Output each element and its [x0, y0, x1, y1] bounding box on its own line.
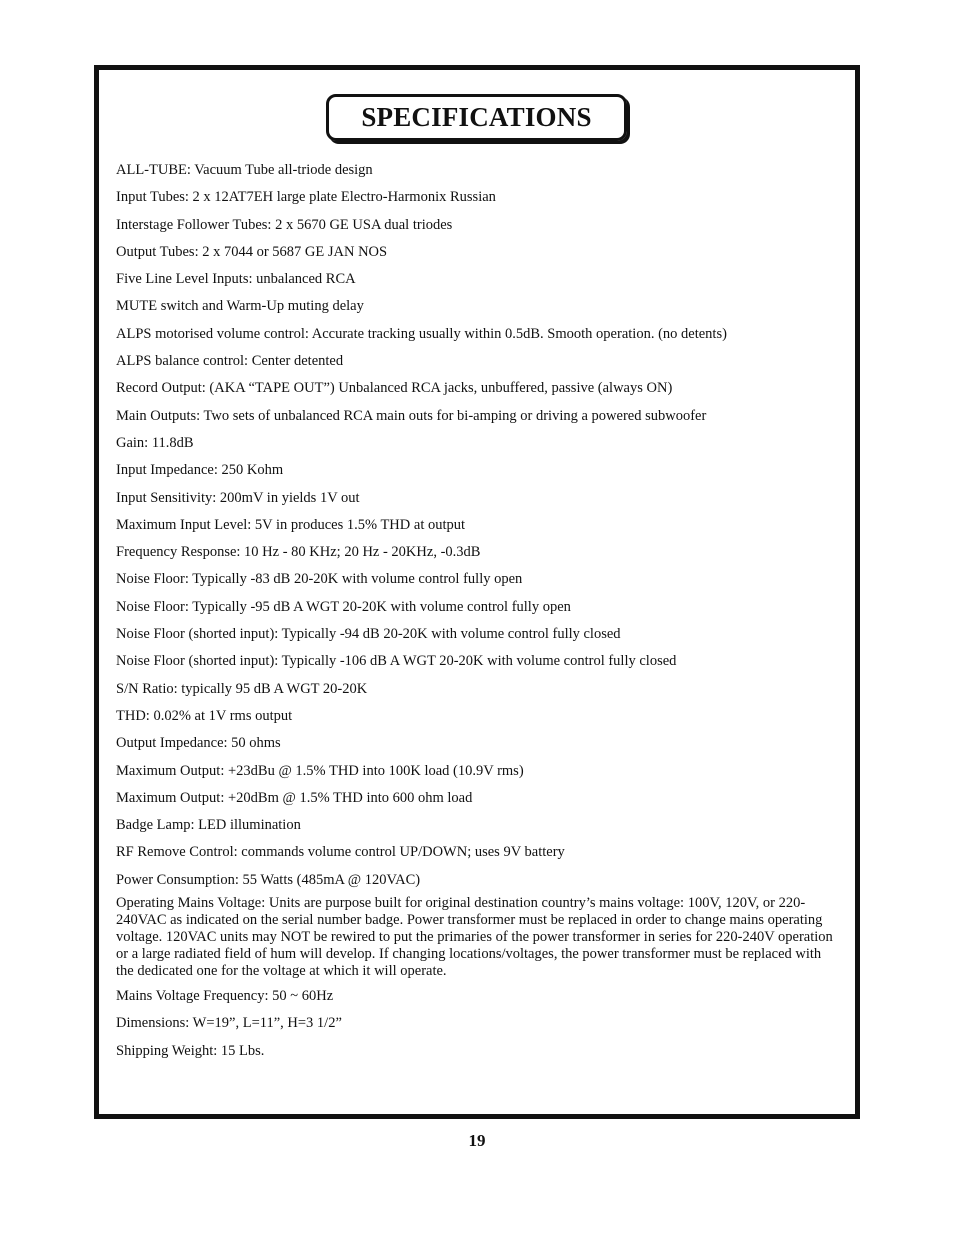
spec-item: Noise Floor: Typically -95 dB A WGT 20-20K with volume control fully open [116, 598, 571, 615]
spec-item: Noise Floor (shorted input): Typically -106 dB A WGT 20-20K with volume control fully closed [116, 653, 677, 670]
spec-list [116, 162, 838, 1070]
spec-item: Maximum Output: +20dBm @ 1.5% THD into 600 ohm load [116, 789, 473, 806]
spec-item: MUTE switch and Warm-Up muting delay [116, 298, 364, 315]
spec-item: ALPS balance control: Center detented [116, 353, 344, 370]
spec-item: Interstage Follower Tubes: 2 x 5670 GE USA dual triodes [116, 216, 453, 233]
spec-item: S/N Ratio: typically 95 dB A WGT 20-20K [116, 680, 368, 697]
page-number: 19 [468, 1131, 486, 1150]
spec-item: Output Tubes: 2 x 7044 or 5687 GE JAN NOS [116, 243, 388, 260]
page-title: SPECIFICATIONS [361, 102, 592, 132]
spec-item: ALL-TUBE: Vacuum Tube all-triode design [116, 162, 373, 178]
spec-item: Input Sensitivity: 200mV in yields 1V out [116, 489, 360, 506]
spec-item: Five Line Level Inputs: unbalanced RCA [116, 271, 356, 288]
spec-item: ALPS motorised volume control: Accurate tracking usually within 0.5dB. Smooth operation. (no detents) [116, 325, 727, 342]
spec-item: Maximum Input Level: 5V in produces 1.5% THD at output [116, 516, 466, 533]
spec-item: Main Outputs: Two sets of unbalanced RCA main outs for bi-amping or driving a powered subwoofer [116, 407, 707, 424]
spec-item: Input Tubes: 2 x 12AT7EH large plate Electro-Harmonix Russian [116, 189, 496, 206]
spec-item: Mains Voltage Frequency: 50 ~ 60Hz [116, 988, 334, 1005]
spec-item: Shipping Weight: 15 Lbs. [116, 1042, 265, 1059]
spec-item: Output Impedance: 50 ohms [116, 735, 281, 752]
spec-item: Noise Floor: Typically -83 dB 20-20K with volume control fully open [116, 571, 523, 588]
spec-item: Maximum Output: +23dBu @ 1.5% THD into 100K load (10.9V rms) [116, 762, 524, 779]
spec-item: Power Consumption: 55 Watts (485mA @ 120VAC) [116, 871, 421, 888]
spec-item: Frequency Response: 10 Hz - 80 KHz; 20 Hz - 20KHz, -0.3dB [116, 544, 481, 561]
spec-item: Record Output: (AKA “TAPE OUT”) Unbalanced RCA jacks, unbuffered, passive (always ON) [116, 380, 673, 397]
spec-item: Noise Floor (shorted input): Typically -94 dB 20-20K with volume control fully closed [116, 626, 621, 643]
spec-item: Badge Lamp: LED illumination [116, 817, 301, 834]
title-box [326, 94, 627, 141]
spec-item: THD: 0.02% at 1V rms output [116, 707, 293, 724]
spec-item: RF Remove Control: commands volume control UP/DOWN; uses 9V battery [116, 844, 565, 861]
spec-item: Input Impedance: 250 Kohm [116, 462, 284, 479]
spec-item: Gain: 11.8dB [116, 434, 194, 451]
spec-item: Dimensions: W=19”, L=11”, H=3 1/2” [116, 1015, 342, 1032]
mains-voltage-paragraph: Operating Mains Voltage: Units are purpose built for original destination country’s mains voltage: 100V, 120V, or 220-240VAC as indicated on the serial number badge. Power transformer must be replaced in order to change mains operating voltage. 120VAC units may NOT be rewired to put the primaries of the power transformer in series for 220-240V operation or a large radiated field of hum will develop. If changing locations/voltages, the power transformer must be replaced with the dedicated one for the voltage at which it will operate. [116, 895, 833, 980]
